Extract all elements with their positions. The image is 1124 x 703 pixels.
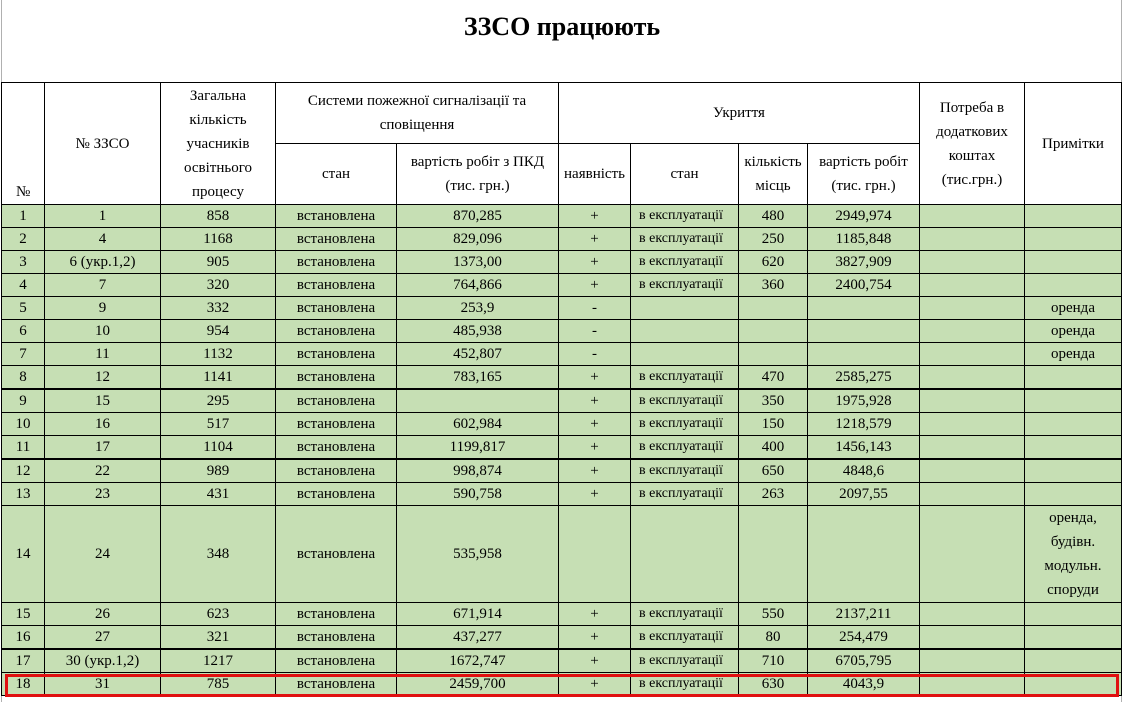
cell-note — [1025, 274, 1122, 297]
cell-students: 320 — [161, 274, 276, 297]
cell-shelter-cost: 2097,55 — [808, 483, 920, 506]
cell-presence: + — [559, 228, 631, 251]
cell-need — [920, 274, 1025, 297]
cell-presence: + — [559, 366, 631, 390]
cell-shelter-state: в експлуатації — [631, 459, 739, 483]
cell-note — [1025, 389, 1122, 413]
cell-school: 24 — [45, 506, 161, 603]
cell-school: 4 — [45, 228, 161, 251]
cell-presence: + — [559, 413, 631, 436]
cell-shelter-cost — [808, 320, 920, 343]
cell-shelter-state: в експлуатації — [631, 673, 739, 696]
schools-table — [1, 82, 1122, 696]
cell-students: 1104 — [161, 436, 276, 460]
cell-note — [1025, 251, 1122, 274]
cell-places — [739, 343, 808, 366]
cell-students: 1141 — [161, 366, 276, 390]
cell-shelter-cost: 4043,9 — [808, 673, 920, 696]
cell-no: 5 — [2, 297, 45, 320]
cell-no: 4 — [2, 274, 45, 297]
cell-need — [920, 343, 1025, 366]
cell-shelter-cost — [808, 343, 920, 366]
cell-note — [1025, 673, 1122, 696]
cell-note: оренда — [1025, 320, 1122, 343]
cell-note — [1025, 436, 1122, 460]
cell-no: 10 — [2, 413, 45, 436]
cell-school: 11 — [45, 343, 161, 366]
table-row — [2, 506, 1122, 603]
table-row — [2, 320, 1122, 343]
cell-presence: - — [559, 320, 631, 343]
cell-places — [739, 506, 808, 603]
cell-presence: + — [559, 205, 631, 228]
table-row — [2, 297, 1122, 320]
cell-shelter-state — [631, 297, 739, 320]
cell-presence: + — [559, 274, 631, 297]
cell-fire-cost: 671,914 — [397, 603, 559, 626]
cell-fire-state: встановлена — [276, 459, 397, 483]
cell-shelter-state: в експлуатації — [631, 274, 739, 297]
cell-note — [1025, 413, 1122, 436]
cell-fire-cost: 437,277 — [397, 626, 559, 650]
table-row — [2, 413, 1122, 436]
cell-note: оренда — [1025, 297, 1122, 320]
cell-school: 22 — [45, 459, 161, 483]
cell-need — [920, 483, 1025, 506]
cell-school: 7 — [45, 274, 161, 297]
cell-places — [739, 320, 808, 343]
cell-students: 954 — [161, 320, 276, 343]
cell-shelter-cost: 2949,974 — [808, 205, 920, 228]
cell-no: 13 — [2, 483, 45, 506]
cell-places — [739, 297, 808, 320]
cell-fire-cost: 485,938 — [397, 320, 559, 343]
cell-note — [1025, 483, 1122, 506]
cell-need — [920, 413, 1025, 436]
cell-shelter-state: в експлуатації — [631, 603, 739, 626]
cell-note — [1025, 366, 1122, 390]
cell-shelter-state — [631, 506, 739, 603]
cell-places: 630 — [739, 673, 808, 696]
cell-places: 710 — [739, 649, 808, 673]
cell-shelter-state: в експлуатації — [631, 483, 739, 506]
cell-need — [920, 506, 1025, 603]
table-row — [2, 603, 1122, 626]
cell-need — [920, 459, 1025, 483]
cell-fire-cost: 870,285 — [397, 205, 559, 228]
cell-fire-state: встановлена — [276, 274, 397, 297]
cell-places: 150 — [739, 413, 808, 436]
cell-no: 15 — [2, 603, 45, 626]
cell-no: 11 — [2, 436, 45, 460]
header-shelter-cost: вартість робіт (тис. грн.) — [808, 144, 920, 205]
cell-fire-state: встановлена — [276, 389, 397, 413]
cell-fire-state: встановлена — [276, 251, 397, 274]
cell-fire-state: встановлена — [276, 343, 397, 366]
page-title: ЗЗСО працюють — [463, 12, 661, 41]
cell-presence: + — [559, 389, 631, 413]
cell-shelter-cost: 1975,928 — [808, 389, 920, 413]
cell-places: 250 — [739, 228, 808, 251]
cell-shelter-cost: 1185,848 — [808, 228, 920, 251]
cell-need — [920, 436, 1025, 460]
cell-no: 3 — [2, 251, 45, 274]
table-row — [2, 205, 1122, 228]
cell-fire-state: встановлена — [276, 506, 397, 603]
cell-fire-cost: 783,165 — [397, 366, 559, 390]
cell-shelter-cost — [808, 297, 920, 320]
header-no: № — [2, 83, 45, 205]
cell-fire-state: встановлена — [276, 366, 397, 390]
cell-places: 360 — [739, 274, 808, 297]
cell-fire-cost — [397, 389, 559, 413]
cell-students: 1132 — [161, 343, 276, 366]
cell-fire-cost: 253,9 — [397, 297, 559, 320]
cell-no: 16 — [2, 626, 45, 650]
cell-need — [920, 603, 1025, 626]
header-students: Загальна кількість учасників освітнього процесу — [161, 83, 276, 205]
cell-shelter-state: в експлуатації — [631, 251, 739, 274]
cell-fire-state: встановлена — [276, 320, 397, 343]
cell-school: 12 — [45, 366, 161, 390]
cell-note: оренда, будівн. модульн. споруди — [1025, 506, 1122, 603]
table-row — [2, 483, 1122, 506]
cell-school: 30 (укр.1,2) — [45, 649, 161, 673]
cell-school: 26 — [45, 603, 161, 626]
cell-students: 1168 — [161, 228, 276, 251]
table-row — [2, 251, 1122, 274]
cell-shelter-cost: 1218,579 — [808, 413, 920, 436]
header-shelter-places: кількість місць — [739, 144, 808, 205]
cell-note — [1025, 649, 1122, 673]
header-shelter-presence: наявність — [559, 144, 631, 205]
cell-no: 8 — [2, 366, 45, 390]
cell-shelter-cost: 2400,754 — [808, 274, 920, 297]
cell-need — [920, 389, 1025, 413]
cell-places: 620 — [739, 251, 808, 274]
cell-fire-state: встановлена — [276, 413, 397, 436]
cell-shelter-cost: 2585,275 — [808, 366, 920, 390]
cell-need — [920, 366, 1025, 390]
table-row — [2, 228, 1122, 251]
cell-shelter-cost: 1456,143 — [808, 436, 920, 460]
cell-note — [1025, 603, 1122, 626]
table-row — [2, 626, 1122, 650]
cell-school: 6 (укр.1,2) — [45, 251, 161, 274]
cell-shelter-cost: 3827,909 — [808, 251, 920, 274]
cell-shelter-cost: 254,479 — [808, 626, 920, 650]
table-row — [2, 436, 1122, 460]
cell-fire-state: встановлена — [276, 649, 397, 673]
cell-fire-state: встановлена — [276, 228, 397, 251]
cell-no: 17 — [2, 649, 45, 673]
cell-school: 16 — [45, 413, 161, 436]
cell-fire-cost: 590,758 — [397, 483, 559, 506]
cell-shelter-cost: 2137,211 — [808, 603, 920, 626]
cell-students: 785 — [161, 673, 276, 696]
cell-school: 10 — [45, 320, 161, 343]
cell-shelter-cost — [808, 506, 920, 603]
cell-note — [1025, 626, 1122, 650]
cell-students: 623 — [161, 603, 276, 626]
cell-places: 263 — [739, 483, 808, 506]
table-row — [2, 389, 1122, 413]
cell-no: 18 — [2, 673, 45, 696]
cell-need — [920, 673, 1025, 696]
cell-fire-state: встановлена — [276, 673, 397, 696]
cell-students: 905 — [161, 251, 276, 274]
cell-presence: + — [559, 251, 631, 274]
cell-students: 517 — [161, 413, 276, 436]
table-row — [2, 343, 1122, 366]
cell-school: 27 — [45, 626, 161, 650]
cell-places: 480 — [739, 205, 808, 228]
cell-shelter-cost: 6705,795 — [808, 649, 920, 673]
cell-fire-state: встановлена — [276, 297, 397, 320]
cell-places: 650 — [739, 459, 808, 483]
cell-no: 9 — [2, 389, 45, 413]
cell-no: 6 — [2, 320, 45, 343]
cell-presence: + — [559, 626, 631, 650]
cell-shelter-state: в експлуатації — [631, 366, 739, 390]
header-need: Потреба в додаткових коштах (тис.грн.) — [920, 83, 1025, 205]
cell-students: 321 — [161, 626, 276, 650]
cell-shelter-state: в експлуатації — [631, 228, 739, 251]
cell-school: 31 — [45, 673, 161, 696]
cell-students: 348 — [161, 506, 276, 603]
cell-fire-cost: 1199,817 — [397, 436, 559, 460]
header-shelter-group: Укриття — [559, 83, 920, 144]
header-fire-cost: вартість робіт з ПКД (тис. грн.) — [397, 144, 559, 205]
cell-students: 332 — [161, 297, 276, 320]
cell-places: 470 — [739, 366, 808, 390]
cell-note — [1025, 205, 1122, 228]
cell-no: 1 — [2, 205, 45, 228]
cell-presence — [559, 506, 631, 603]
cell-note — [1025, 228, 1122, 251]
cell-fire-cost: 602,984 — [397, 413, 559, 436]
cell-school: 9 — [45, 297, 161, 320]
cell-students: 858 — [161, 205, 276, 228]
cell-need — [920, 251, 1025, 274]
cell-need — [920, 320, 1025, 343]
cell-no: 2 — [2, 228, 45, 251]
cell-presence: + — [559, 483, 631, 506]
cell-school: 15 — [45, 389, 161, 413]
cell-shelter-state: в експлуатації — [631, 436, 739, 460]
cell-fire-state: встановлена — [276, 626, 397, 650]
cell-fire-cost: 452,807 — [397, 343, 559, 366]
cell-fire-state: встановлена — [276, 436, 397, 460]
cell-fire-cost: 1672,747 — [397, 649, 559, 673]
cell-fire-cost: 829,096 — [397, 228, 559, 251]
table-row — [2, 274, 1122, 297]
cell-no: 7 — [2, 343, 45, 366]
header-fire-state: стан — [276, 144, 397, 205]
cell-fire-cost: 535,958 — [397, 506, 559, 603]
cell-need — [920, 649, 1025, 673]
cell-shelter-cost: 4848,6 — [808, 459, 920, 483]
cell-shelter-state: в експлуатації — [631, 389, 739, 413]
cell-students: 1217 — [161, 649, 276, 673]
cell-fire-cost: 998,874 — [397, 459, 559, 483]
table-row — [2, 459, 1122, 483]
header-school: № ЗЗСО — [45, 83, 161, 205]
cell-no: 14 — [2, 506, 45, 603]
table-row — [2, 649, 1122, 673]
cell-students: 989 — [161, 459, 276, 483]
cell-fire-state: встановлена — [276, 603, 397, 626]
cell-shelter-state: в експлуатації — [631, 205, 739, 228]
cell-need — [920, 228, 1025, 251]
header-notes: Примітки — [1025, 83, 1122, 205]
cell-school: 1 — [45, 205, 161, 228]
cell-note: оренда — [1025, 343, 1122, 366]
cell-presence: + — [559, 603, 631, 626]
cell-fire-state: встановлена — [276, 483, 397, 506]
cell-school: 23 — [45, 483, 161, 506]
cell-fire-cost: 764,866 — [397, 274, 559, 297]
cell-need — [920, 297, 1025, 320]
cell-school: 17 — [45, 436, 161, 460]
cell-shelter-state: в експлуатації — [631, 413, 739, 436]
header-fire-group: Системи пожежної сигналізації та сповіщення — [276, 83, 559, 144]
cell-places: 350 — [739, 389, 808, 413]
cell-places: 550 — [739, 603, 808, 626]
cell-fire-cost: 2459,700 — [397, 673, 559, 696]
cell-no: 12 — [2, 459, 45, 483]
table-row — [2, 366, 1122, 390]
cell-need — [920, 205, 1025, 228]
cell-note — [1025, 459, 1122, 483]
cell-students: 431 — [161, 483, 276, 506]
cell-presence: - — [559, 343, 631, 366]
cell-places: 400 — [739, 436, 808, 460]
cell-fire-state: встановлена — [276, 205, 397, 228]
header-shelter-state: стан — [631, 144, 739, 205]
cell-presence: - — [559, 297, 631, 320]
cell-shelter-state: в експлуатації — [631, 626, 739, 650]
cell-shelter-state — [631, 343, 739, 366]
cell-shelter-state — [631, 320, 739, 343]
cell-need — [920, 626, 1025, 650]
cell-presence: + — [559, 673, 631, 696]
cell-fire-cost: 1373,00 — [397, 251, 559, 274]
cell-presence: + — [559, 459, 631, 483]
cell-shelter-state: в експлуатації — [631, 649, 739, 673]
cell-students: 295 — [161, 389, 276, 413]
table-row-highlighted — [2, 673, 1122, 696]
cell-presence: + — [559, 436, 631, 460]
cell-places: 80 — [739, 626, 808, 650]
cell-presence: + — [559, 649, 631, 673]
